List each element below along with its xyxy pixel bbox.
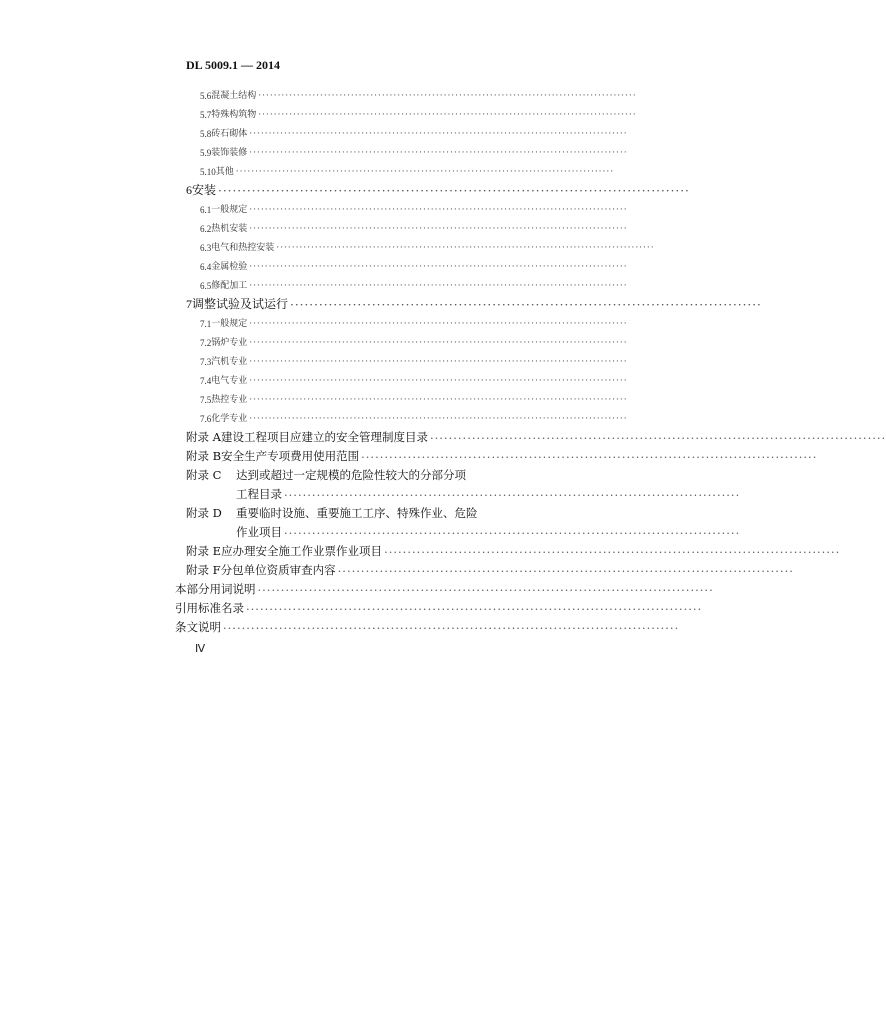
page-number: Ⅳ [195, 643, 206, 655]
toc-entry [200, 259, 628, 272]
toc-entry-title: 汽机专业 [211, 357, 248, 367]
toc-entry [175, 619, 680, 635]
toc-entry-number: 5.6 [200, 91, 212, 101]
toc-entry [200, 221, 628, 234]
toc-appendix-title: 安全生产专项费用使用范围 [221, 449, 360, 463]
toc-entry [200, 373, 628, 386]
toc-entry [200, 202, 628, 215]
toc-entry-title: 金属检验 [211, 262, 248, 272]
toc-entry-number: 7.5 [200, 395, 212, 405]
toc-entry-title: 化学专业 [211, 414, 248, 424]
dot-leader: ·································································································· [258, 110, 637, 120]
toc-appendix-title: 应办理安全施工作业票作业项目 [221, 544, 383, 558]
toc-entry [200, 88, 637, 101]
toc-entry [200, 354, 628, 367]
toc-entry-number: 5.10 [200, 167, 216, 177]
dot-leader: ·································································································· [249, 281, 628, 291]
toc-appendix-title: 作业项目 [236, 525, 282, 539]
toc-entry [200, 145, 628, 158]
toc-entry-title: 锅炉专业 [211, 338, 248, 348]
dot-leader: ·································································································· [218, 184, 690, 198]
toc-entry-number: 7.2 [200, 338, 212, 348]
toc-entry-title: 热控专业 [211, 395, 248, 405]
toc-appendix [186, 467, 545, 483]
toc-appendix [186, 448, 818, 464]
dot-leader: ·································································································· [258, 91, 637, 101]
toc-entry-title: 本部分用词说明 [175, 582, 256, 596]
toc-appendix [186, 505, 545, 521]
toc-entry-number: 7.4 [200, 376, 212, 386]
toc-appendix-title: 分包单位资质审查内容 [220, 563, 336, 577]
dot-leader: ·································································································· [249, 148, 628, 158]
toc-entry-number: 5.9 [200, 148, 212, 158]
dot-leader: ·································································································· [249, 376, 628, 386]
dot-leader: ·································································································· [223, 621, 680, 635]
toc-appendix [186, 543, 841, 559]
dot-leader: ·································································································· [249, 224, 628, 234]
toc-appendix-title: 工程目录 [236, 487, 282, 501]
toc-appendix-label: 附录 B [186, 449, 222, 463]
toc-entry-number: 6.3 [200, 243, 212, 253]
toc-entry [200, 316, 628, 329]
toc-appendix [186, 429, 886, 445]
toc-entry-number: 6.1 [200, 205, 212, 215]
dot-leader: ·································································································· [337, 564, 794, 578]
toc-entry-number: 5.7 [200, 110, 212, 120]
toc-entry-number: 7.6 [200, 414, 212, 424]
toc-entry-title: 其他 [215, 167, 234, 177]
toc-entry-title: 砖石砌体 [211, 129, 248, 139]
toc-chapter [186, 181, 690, 198]
dot-leader: ·································································································· [249, 129, 628, 139]
toc-entry [200, 107, 637, 120]
toc-entry-number: 7.3 [200, 357, 212, 367]
toc-entry-title: 条文说明 [175, 620, 221, 634]
toc-entry [200, 278, 628, 291]
toc-entry-title: 混凝土结构 [211, 91, 257, 101]
toc-appendix-label: 附录 F [186, 563, 221, 577]
dot-leader: ·································································································· [249, 395, 628, 405]
toc-chapter-title: 安装 [192, 183, 217, 197]
toc-appendix-label: 附录 A [186, 430, 221, 444]
dot-leader: ·································································································· [235, 167, 615, 177]
document-code-header: DL 5009.1 — 2014 [186, 58, 281, 72]
dot-leader: ·································································································· [290, 298, 762, 312]
dot-leader: ·································································································· [384, 545, 841, 559]
dot-leader: ·································································································· [284, 488, 741, 502]
toc-entry-title: 热机安装 [211, 224, 248, 234]
toc-entry [200, 392, 628, 405]
dot-leader: ·································································································· [276, 243, 655, 253]
toc-entry-number: 6.5 [200, 281, 212, 291]
dot-leader: ·································································································· [249, 262, 628, 272]
toc-entry-number: 5.8 [200, 129, 212, 139]
dot-leader: ·································································································· [249, 338, 628, 348]
toc-entry [200, 126, 628, 139]
toc-entry-title: 一般规定 [211, 319, 248, 329]
toc-entry [175, 600, 703, 616]
dot-leader: ·································································································· [284, 526, 741, 540]
toc-entry-number: 7.1 [200, 319, 212, 329]
toc-chapter-number: 7 [186, 297, 192, 311]
toc-entry [200, 164, 615, 177]
toc-appendix-title: 建设工程项目应建立的安全管理制度目录 [220, 430, 428, 444]
toc-entry-number: 6.2 [200, 224, 212, 234]
toc-entry-title: 特殊构筑物 [211, 110, 257, 120]
toc-appendix [186, 562, 794, 578]
dot-leader: ·································································································· [361, 450, 818, 464]
toc-entry [175, 581, 714, 597]
toc-entry [200, 240, 655, 253]
toc-appendix-label: 附录 D [186, 506, 222, 520]
toc-entry-number: 6.4 [200, 262, 212, 272]
dot-leader: ·································································································· [249, 357, 628, 367]
toc-appendix-title: 重要临时设施、重要施工工序、特殊作业、危险 [236, 506, 478, 520]
dot-leader: ·································································································· [249, 205, 628, 215]
toc-entry-title: 一般规定 [211, 205, 248, 215]
toc-entry-title: 修配加工 [211, 281, 248, 291]
toc-entry [200, 411, 628, 424]
toc-entry [200, 335, 628, 348]
toc-appendix-label: 附录 E [186, 544, 222, 558]
toc-entry-title: 引用标准名录 [175, 601, 244, 615]
toc-entry-title: 电气专业 [211, 376, 248, 386]
dot-leader: ·································································································· [249, 414, 628, 424]
toc-chapter-title: 调整试验及试运行 [192, 297, 289, 311]
dot-leader: ·································································································· [429, 431, 886, 445]
toc-appendix-continuation [236, 524, 741, 540]
toc-appendix-label: 附录 C [186, 468, 222, 482]
dot-leader: ·································································································· [249, 319, 628, 329]
toc-appendix-continuation [236, 486, 741, 502]
toc-appendix-title: 达到或超过一定规模的危险性较大的分部分项 [236, 468, 466, 482]
dot-leader: ·································································································· [257, 583, 714, 597]
toc-entry-title: 装饰装修 [211, 148, 248, 158]
dot-leader: ·································································································· [246, 602, 703, 616]
toc-entry-title: 电气和热控安装 [211, 243, 275, 253]
toc-chapter-number: 6 [186, 183, 192, 197]
toc-chapter [186, 295, 762, 312]
